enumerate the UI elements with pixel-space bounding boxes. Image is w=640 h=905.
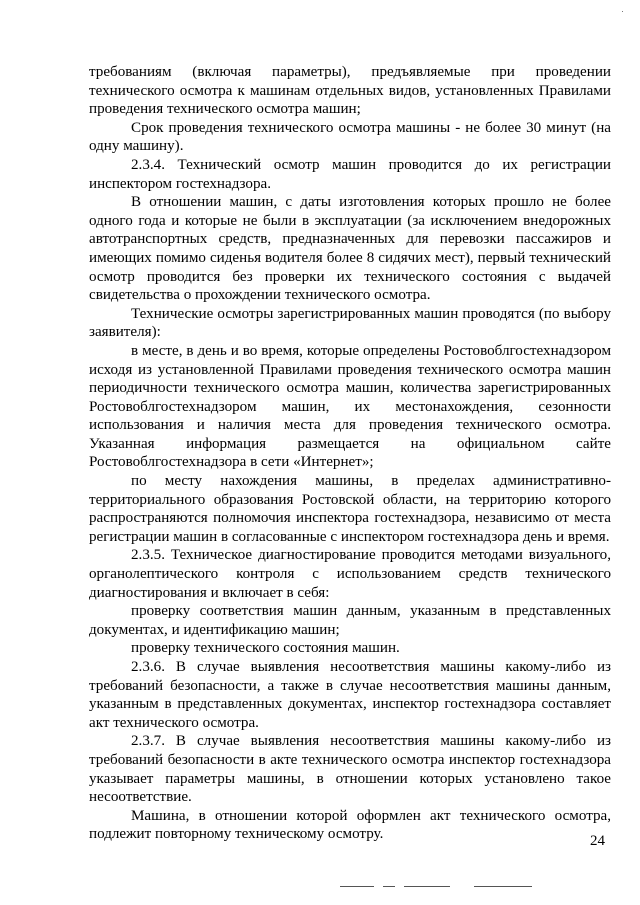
scan-edge-mark: [340, 886, 374, 887]
paragraph-technical-state-check: проверку технического состояния машин.: [131, 640, 400, 657]
scan-edge-mark: [383, 886, 395, 887]
paragraph-new-machines: В отношении машин, с даты изготовления которых прошло не более одного года и которые не были в эксплуатации (за исключением внедорожных автотранспортных средств, предназначенных для перевозки пассажиров и имеющих помимо сиденья водителя более 8 сидячих мест), первый технический осмотр проводится без проверки их технического состояния с выдачей свидетельства о прохождении технического осмотра.: [89, 194, 611, 304]
paragraph-2-3-6: 2.3.6. В случае выявления несоответствия машины какому-либо из требований безопасности, а также в случае несоответствия машины данным, указанным в представленных документах, инспектор гостехнадзора составляет акт технического осмотра.: [89, 659, 611, 731]
paragraph-2-3-7: 2.3.7. В случае выявления несоответствия машины какому-либо из требований безопасности в акте технического осмотра инспектор гостехнадзора указывает параметры машины, в отношении которых установлено такое несоответствие.: [89, 733, 611, 806]
paragraph-repeat-inspection: Машина, в отношении которой оформлен акт технического осмотра, подлежит повторному техническому осмотру.: [89, 807, 611, 843]
document-body: [89, 63, 611, 844]
paragraph-place-and-time: в месте, в день и во время, которые определены Ростовоблгостехнадзором исходя из установленной Правилами проведения технического осмотра машин периодичности технического осмотра машин, количества зарегистрированных Ростовоблгостехнадзором машин, их местонахождения, сезонности использования и наличия места для проведения технического осмотра. Указанная информация размещается на официальном сайте Ростовоблгостехнадзора в сети «Интернет»;: [89, 342, 611, 471]
paragraph-registered-machines: Технические осмотры зарегистрированных машин проводятся (по выбору заявителя):: [89, 305, 611, 341]
paragraph-2-3-5: 2.3.5. Техническое диагностирование проводится методами визуального, органолептического контроля с использованием средств технического диагностирования и включает в себя:: [89, 547, 611, 601]
scan-edge-mark: [474, 886, 532, 887]
paragraph-document-check: проверку соответствия машин данным, указанным в представленных документах, и идентификацию машин;: [89, 603, 611, 638]
paragraph-machine-location: по месту нахождения машины, в пределах административно-территориального образования Ростовской области, на территорию которого распространяются полномочия инспектора гостехнадзора, независимо от места регистрации машин в согласованные с инспектором гостехнадзора день и время.: [89, 473, 611, 545]
paragraph-2-3-4: 2.3.4. Технический осмотр машин проводится до их регистрации инспектором гостехнадзора.: [89, 156, 611, 192]
page-number: 24: [590, 833, 605, 849]
paragraph-requirements-continued: требованиям (включая параметры), предъявляемые при проведении технического осмотра к машинам отдельных видов, установленных Правилами проведения технического осмотра машин;: [89, 64, 611, 118]
scan-edge-mark: [404, 886, 450, 887]
scan-artifact: [622, 11, 623, 12]
paragraph-inspection-duration: Срок проведения технического осмотра машины - не более 30 минут (на одну машину).: [89, 119, 611, 155]
